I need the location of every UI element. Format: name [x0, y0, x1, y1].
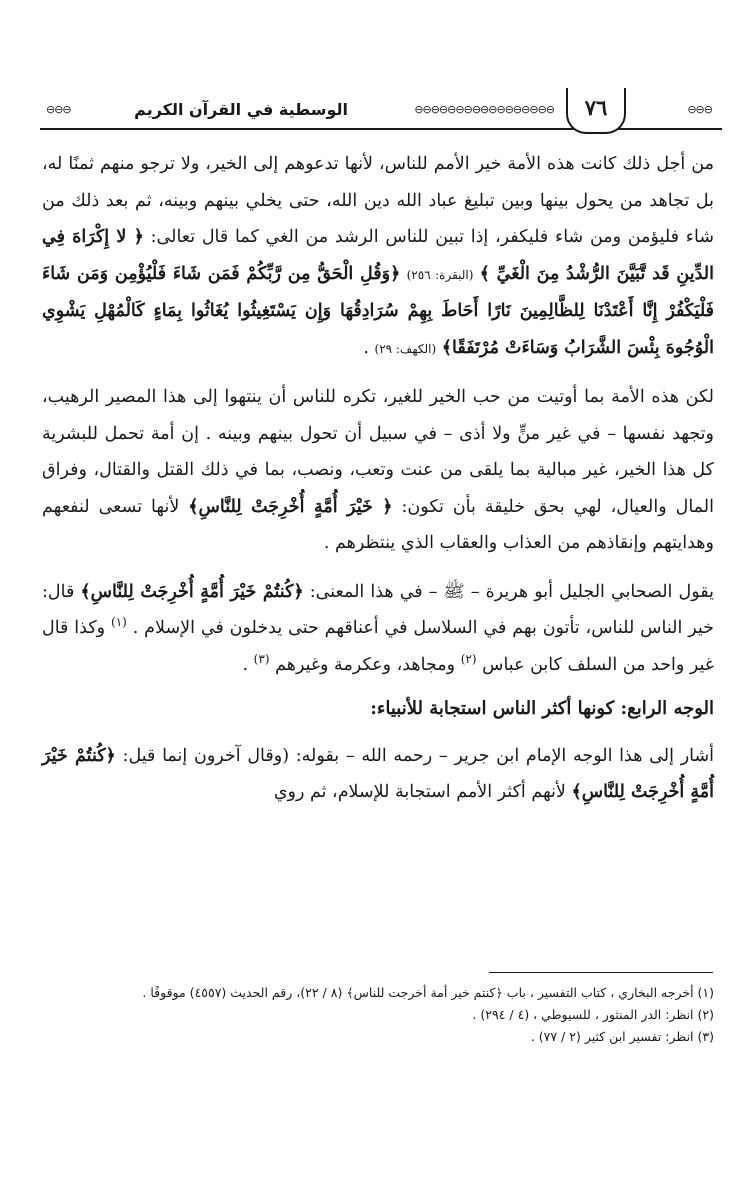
paragraph-4-text-end: لأنهم أكثر الأمم استجابة للإسلام، ثم روي [273, 782, 566, 802]
paragraph-4 [42, 738, 714, 811]
quran-verse-kuntum-2: ﴿كُنتُمْ خَيْرَ أُمَّةٍ أُخْرِجَتْ لِلنَّاسِ﴾ [42, 745, 714, 802]
main-text [42, 146, 714, 823]
paragraph-3-text-4: ومجاهد، وعكرمة وغيرهم [275, 654, 456, 675]
paragraph-3 [42, 574, 714, 684]
paragraph-4-text: أشار إلى هذا الوجه الإمام ابن جرير – رحمه الله – بقوله: (وقال آخرون إنما قيل: [122, 745, 714, 766]
paragraph-2-text: لكن هذه الأمة بما أوتيت من حب الخير للغير، تكره للناس أن ينتهوا إلى هذا المصير الرهيب، وتجهد نفسها – في غير منٍّ ولا أذى – في سبيل أن تحول بينهم وبينه . إن أمة تحمل للبشرية كل هذا الخير، غير مبالية بما يلقى من عنت وتعب، ونصب، بما في ذلك القتل والقتال، وفراق المال والعيال، لهي بحق خليقة بأن تكون: [42, 387, 714, 517]
paragraph-2 [42, 379, 714, 562]
footnote-1: (١) أخرجه البخاري ، كتاب التفسير ، باب ﴿كنتم خير أمة أخرجت للناس﴾ (٨ / ٢٢)، رقم الحديث (٤٥٥٧) موقوفًا . [142, 985, 714, 1000]
paragraph-2-text-end: لأنها تسعى لنفعهم وهدايتهم وإنقاذهم من العذاب والعقاب الذي ينتظرهم . [42, 496, 714, 553]
running-title: الوسطية في القرآن الكريم [128, 100, 354, 119]
paragraph-3-text-2: قال: خير الناس للناس، تأتون بهم في السلاسل في أعناقهم حتى يدخلون في الإسلام . [42, 581, 714, 638]
quran-verse-baqarah: ﴿ لا إِكْرَاهَ فِي الدِّينِ قَد تَّبَيَّنَ الرُّشْدُ مِنَ الْغَيِّ ﴾ [42, 227, 714, 284]
footnotes [42, 982, 714, 1048]
paragraph-3-end: . [242, 654, 254, 675]
paragraph-3-text: يقول الصحابي الجليل أبو هريرة – ﷺ – في هذا المعنى: [309, 581, 714, 602]
section-heading: الوجه الرابع: كونها أكثر الناس استجابة للأنبياء: [370, 698, 714, 719]
quran-verse-kuntum: ﴿كُنتُمْ خَيْرَ أُمَّةٍ أُخْرِجَتْ لِلنَّاسِ﴾ [80, 581, 304, 602]
verse-citation-baqarah: (البقرة: ٢٥٦) [406, 267, 474, 282]
footnote-3: (٣) انظر: تفسير ابن كثير (٢ / ٧٧) . [530, 1029, 714, 1044]
verse-citation-kahf: (الكهف: ٢٩) [374, 341, 437, 356]
footnote-ref-2[interactable]: (٢) [460, 651, 477, 666]
quran-verse-kahf: ﴿وَقُلِ الْحَقُّ مِن رَّبِّكُمْ فَمَن شَاءَ فَلْيُؤْمِن وَمَن شَاءَ فَلْيَكْفُرْ إِنَّا أَعْتَدْنَا لِلظَّالِمِينَ نَارًا أَحَاطَ بِهِمْ سُرَادِقُهَا وَإِن يَسْتَغِيثُوا يُغَاثُوا بِمَاءٍ كَالْمُهْلِ يَشْوِي الْوُجُوهَ بِئْسَ الشَّرَابُ وَسَاءَتْ مُرْتَفَقًا﴾ [42, 263, 714, 358]
quran-verse-khayr-ummah: ﴿ خَيْرَ أُمَّةٍ أُخْرِجَتْ لِلنَّاسِ﴾ [188, 496, 393, 517]
header-ornament-right: ⊖⊖⊖ [687, 103, 712, 116]
footnote-2: (٢) انظر: الدر المنثور ، للسيوطي ، (٤ / ٢٩٤) . [472, 1007, 714, 1022]
paragraph-3-text-3: وكذا قال غير واحد من السلف كابن عباس [42, 618, 714, 675]
header-ornament-left: ⊖⊖⊖ [46, 103, 71, 116]
header-ornament-middle: ⊖⊖⊖⊖⊖⊖⊖⊖⊖⊖⊖⊖⊖⊖⊖⊖⊖ [414, 103, 554, 116]
page-number: ٧٦ [566, 88, 626, 134]
paragraph-1 [42, 146, 714, 367]
page-header [40, 88, 722, 136]
footnote-ref-1[interactable]: (١) [111, 615, 127, 630]
footnote-ref-3[interactable]: (٣) [253, 651, 270, 666]
paragraph-1-end: . [363, 337, 375, 358]
footnote-separator [489, 972, 713, 973]
paragraph-1-text: من أجل ذلك كانت هذه الأمة خير الأمم للناس، لأنها تدعوهم إلى الخير، ولا ترجو منهم ثمنًا له، بل تجاهد من يحول بينها وبين تبليغ عباد الله دين الله، حتى يخلي بينهم وبينه، ثم بعد ذلك من شاء فليؤمن ومن شاء فليكفر، إذا تبين للناس الرشد من الغي كما قال تعالى: [42, 154, 714, 247]
